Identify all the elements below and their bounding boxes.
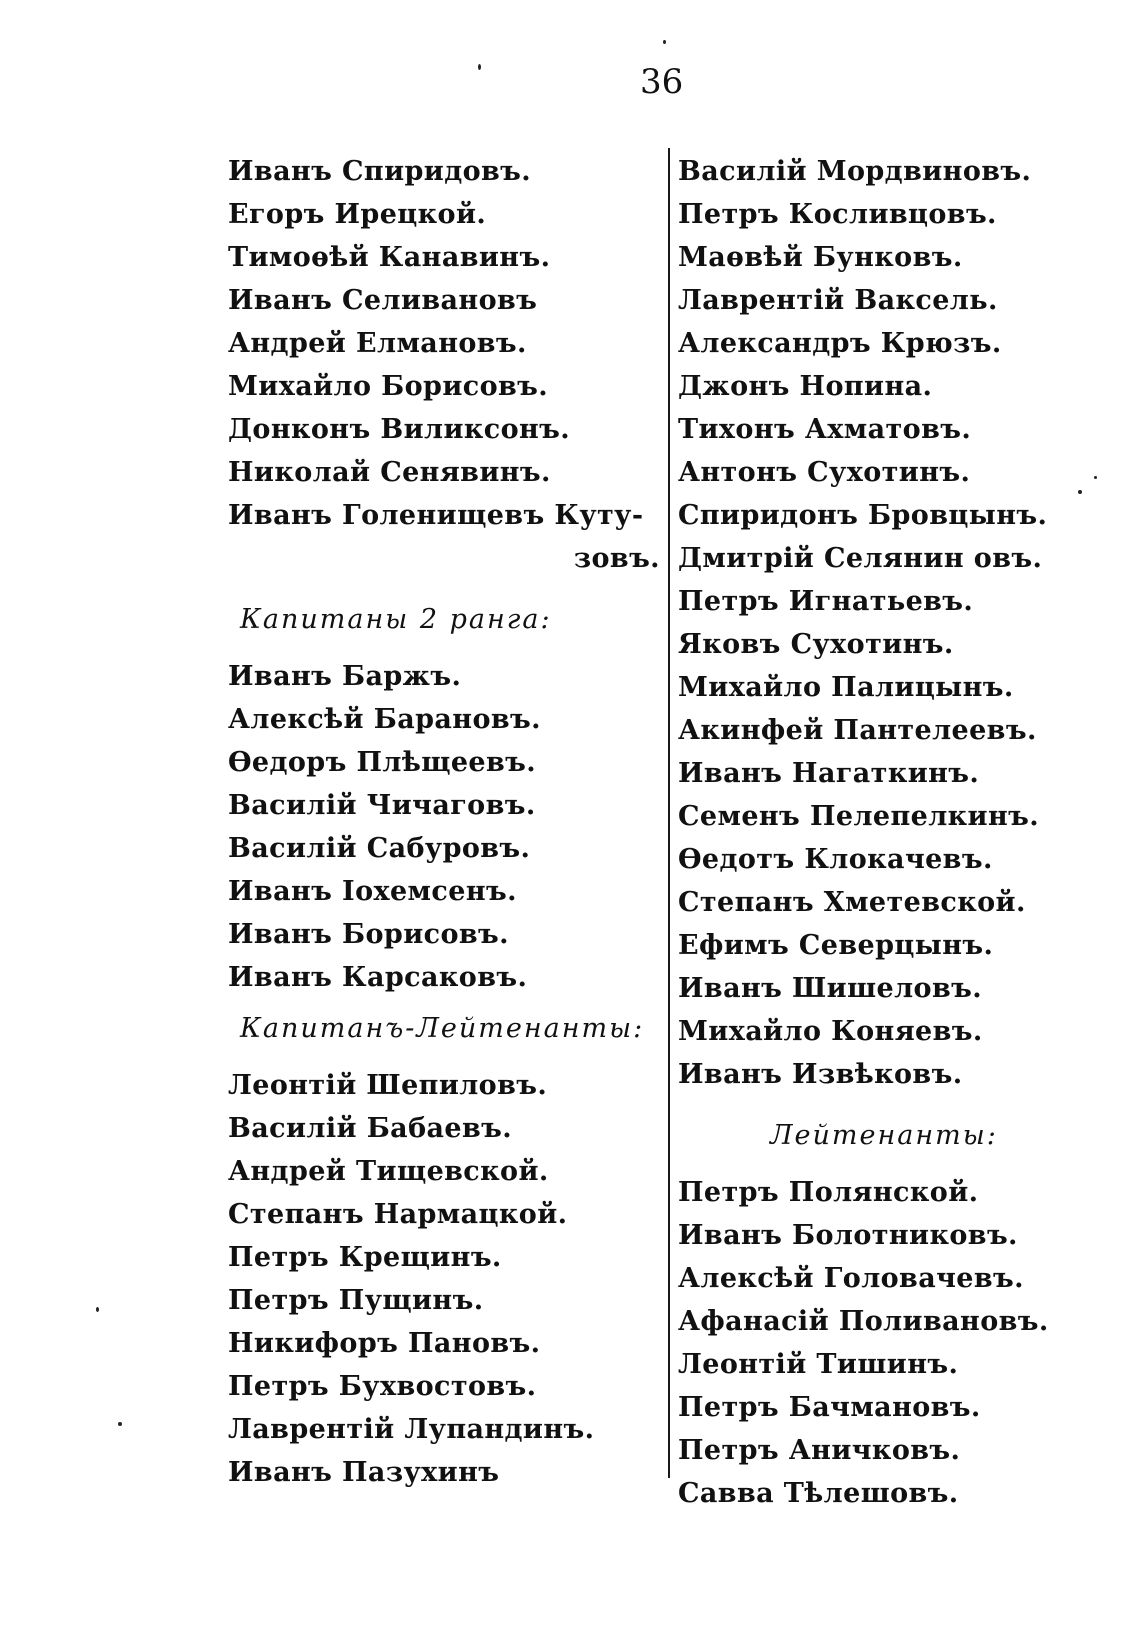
name-entry: Василій Мордвиновъ. [678,156,1032,187]
name-entry: Василій Сабуровъ. [228,833,531,864]
scan-speck [663,40,666,44]
page-number: 36 [640,62,684,102]
section-heading-captains-2nd-rank: Капитаны 2 ранга: [240,604,552,635]
name-entry: Александръ Крюзъ. [678,328,1002,359]
name-entry: Василій Бабаевъ. [228,1113,513,1144]
name-entry: Алексѣй Головачевъ. [678,1263,1024,1294]
name-entry: Леонтій Шепиловъ. [228,1070,548,1101]
name-entry: Антонъ Сухотинъ. [678,457,971,488]
name-entry: Петръ Косливцовъ. [678,199,997,230]
name-entry: Иванъ Іохемсенъ. [228,876,517,907]
name-entry: Михайло Борисовъ. [228,371,549,402]
name-entry: Спиридонъ Бровцынъ. [678,500,1048,531]
section-heading-lieutenants: Лейтенанты: [770,1120,998,1151]
scan-speck [478,64,481,70]
name-entry: Петръ Полянской. [678,1177,979,1208]
name-entry: Иванъ Болотниковъ. [678,1220,1018,1251]
name-entry: Петръ Аничковъ. [678,1435,961,1466]
name-entry: Дмитрій Селянин овъ. [678,543,1043,574]
name-entry: Лаврентій Ваксель. [678,285,998,316]
name-entry: Семенъ Пелепелкинъ. [678,801,1040,832]
name-list [678,150,1078,1096]
name-entry: Ѳедотъ Клокачевъ. [678,844,993,875]
name-entry: Николай Сенявинъ. [228,457,551,488]
name-entry: Михайло Коняевъ. [678,1016,983,1047]
left-column [228,150,664,1494]
right-column [678,150,1078,1515]
name-entry: Иванъ Пазухинъ [228,1457,500,1488]
name-entry: Никифоръ Пановъ. [228,1328,541,1359]
name-entry: Иванъ Шишеловъ. [678,973,983,1004]
name-entry: Петръ Крещинъ. [228,1242,502,1273]
name-entry: Иванъ Карсаковъ. [228,962,528,993]
name-entry: Степанъ Хметевской. [678,887,1026,918]
name-list [678,1171,1078,1515]
name-entry: Петръ Игнатьевъ. [678,586,974,617]
name-entry: Петръ Бухвостовъ. [228,1371,537,1402]
name-entry: Джонъ Нопина. [678,371,933,402]
name-entry: Степанъ Нармацкой. [228,1199,568,1230]
name-entry-continuation: зовъ. [573,543,660,574]
name-entry: Тихонъ Ахматовъ. [678,414,972,445]
scan-speck [1094,476,1097,479]
name-entry: Леонтій Тишинъ. [678,1349,959,1380]
name-entry: Маѳвѣй Бунковъ. [678,242,963,273]
name-entry: Яковъ Сухотинъ. [678,629,954,660]
name-list [228,655,664,999]
name-entry: Ефимъ Северцынъ. [678,930,994,961]
name-entry: Тимоѳѣй Канавинъ. [228,242,551,273]
column-divider [668,148,670,1478]
name-list [228,1064,664,1494]
name-entry: Андрей Елмановъ. [228,328,527,359]
name-entry: Ѳедоръ Плѣщеевъ. [228,747,537,778]
name-entry: Михайло Палицынъ. [678,672,1014,703]
name-entry: Егоръ Ирецкой. [228,199,487,230]
scan-speck [1078,490,1082,494]
scan-speck [96,1307,99,1312]
name-entry: Иванъ Нагаткинъ. [678,758,980,789]
name-entry: Донконъ Виликсонъ. [228,414,571,445]
name-entry: Иванъ Извѣковъ. [678,1059,963,1090]
name-entry: Петръ Пущинъ. [228,1285,484,1316]
name-entry: Андрей Тищевской. [228,1156,549,1187]
name-entry: Иванъ Голенищевъ Куту- [228,500,644,531]
name-list [228,150,664,580]
name-entry: Алексѣй Барановъ. [228,704,541,735]
name-entry: Иванъ Борисовъ. [228,919,509,950]
section-heading-captain-lieutenants: Капитанъ-Лейтенанты: [240,1013,645,1044]
name-entry: Лаврентій Лупандинъ. [228,1414,595,1445]
name-entry: Афанасій Поливановъ. [678,1306,1049,1337]
name-entry: Иванъ Селивановъ [228,285,538,316]
scan-speck [118,1422,122,1426]
name-entry: Петръ Бачмановъ. [678,1392,981,1423]
name-entry: Иванъ Спиридовъ. [228,156,532,187]
name-entry: Савва Тѣлешовъ. [678,1478,959,1509]
name-entry: Акинфей Пантелеевъ. [678,715,1037,746]
name-entry: Иванъ Баржъ. [228,661,462,692]
name-entry: Василій Чичаговъ. [228,790,536,821]
